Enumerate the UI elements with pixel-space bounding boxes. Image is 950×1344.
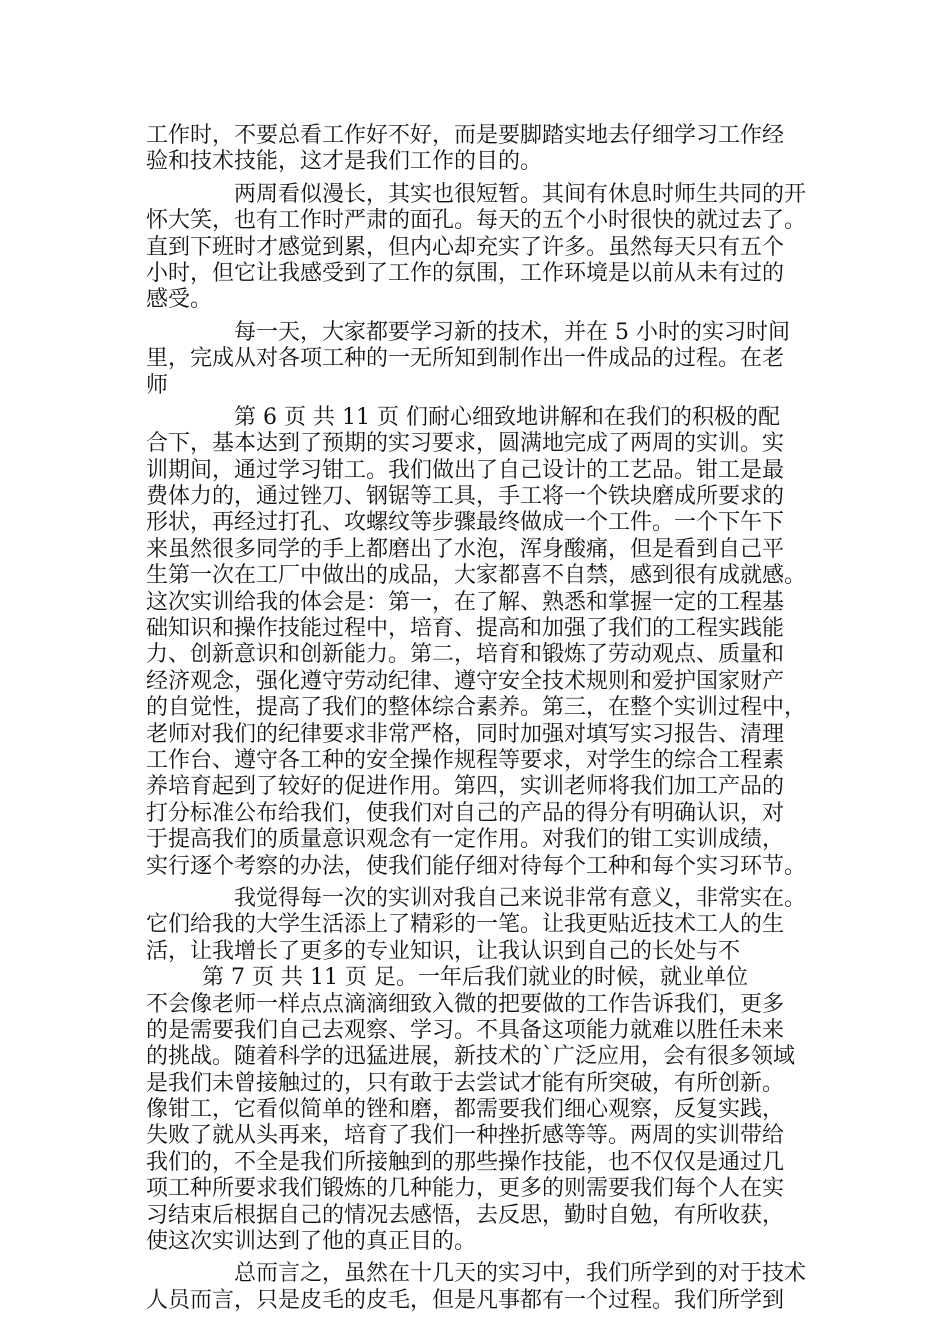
text-line: 小时，但它让我感受到了工作的氛围，工作环境是以前从未有过的 bbox=[146, 260, 785, 286]
text-line: 于提高我们的质量意识观念有一定作用。对我们的钳工实训成绩， bbox=[146, 827, 785, 853]
text-line: 工作时，不要总看工作好不好，而是要脚踏实地去仔细学习工作经 bbox=[146, 123, 785, 148]
text-line: 活，让我增长了更多的专业知识，让我认识到自己的长处与不 bbox=[146, 938, 741, 964]
text-line: 训期间，通过学习钳工。我们做出了自己设计的工艺品。钳工是最 bbox=[146, 457, 785, 483]
text-line: 打分标准公布给我们，使我们对自己的产品的得分有明确认识，对 bbox=[146, 800, 785, 826]
text-line: 项工种所要求我们锻炼的几种能力，更多的则需要我们每个人在实 bbox=[146, 1176, 785, 1202]
text-line: 使这次实训达到了他的真正目的。 bbox=[146, 1229, 477, 1255]
text-line: 失败了就从头再来，培育了我们一种挫折感等等。两周的实训带给 bbox=[146, 1123, 785, 1149]
text-line: 生第一次在工厂中做出的成品，大家都喜不自禁，感到很有成就感。 bbox=[146, 563, 806, 589]
page-marker-line: 第 6 页 共 11 页 们耐心细致地讲解和在我们的积极的配 bbox=[234, 404, 780, 430]
text-line: 师 bbox=[146, 372, 169, 398]
text-line: 里，完成从对各项工种的一无所知到制作出一件成品的过程。在老 bbox=[146, 346, 785, 372]
paragraph-start-line: 我觉得每一次的实训对我自己来说非常有意义，非常实在。 bbox=[234, 885, 806, 911]
text-line: 实行逐个考察的办法，使我们能仔细对待每个工种和每个实习环节。 bbox=[146, 853, 806, 879]
text-line: 来虽然很多同学的手上都磨出了水泡，浑身酸痛，但是看到自己平 bbox=[146, 536, 785, 562]
paragraph-start-line: 每一天，大家都要学习新的技术，并在 5 小时的实习时间 bbox=[234, 319, 790, 345]
page-marker-line: 第 7 页 共 11 页 足。一年后我们就业的时候，就业单位 bbox=[202, 965, 748, 991]
text-line: 合下，基本达到了预期的实习要求，圆满地完成了两周的实训。实 bbox=[146, 431, 785, 457]
text-line: 验和技术技能，这才是我们工作的目的。 bbox=[146, 149, 543, 175]
paragraph-start-line: 总而言之，虽然在十几天的实习中，我们所学到的对于技术 bbox=[234, 1261, 806, 1287]
text-line: 的是需要我们自己去观察、学习。不具备这项能力就难以胜任未来 bbox=[146, 1017, 785, 1043]
text-line: 养培育起到了较好的促进作用。第四，实训老师将我们加工产品的 bbox=[146, 774, 785, 800]
text-line: 我们的，不全是我们所接触到的那些操作技能，也不仅仅是通过几 bbox=[146, 1149, 785, 1175]
text-line: 像钳工，它看似简单的锉和磨，都需要我们细心观察，反复实践， bbox=[146, 1097, 785, 1123]
text-line: 的挑战。随着科学的迅猛进展，新技术的`广泛应用，会有很多领域 bbox=[146, 1044, 796, 1070]
text-line: 不会像老师一样点点滴滴细致入微的把要做的工作告诉我们，更多 bbox=[146, 991, 785, 1017]
text-line: 础知识和操作技能过程中，培育、提高和加强了我们的工程实践能 bbox=[146, 616, 785, 642]
text-line: 习结束后根据自己的情况去感悟，去反思，勤时自勉，有所收获， bbox=[146, 1202, 785, 1228]
paragraph-start-line: 两周看似漫长，其实也很短暂。其间有休息时师生共同的开 bbox=[234, 181, 806, 207]
text-line: 的自觉性，提高了我们的整体综合素养。第三，在整个实训过程中， bbox=[146, 695, 806, 721]
text-line: 老师对我们的纪律要求非常严格，同时加强对填写实习报告、清理 bbox=[146, 721, 785, 747]
text-line: 这次实训给我的体会是：第一，在了解、熟悉和掌握一定的工程基 bbox=[146, 589, 785, 615]
text-line: 经济观念，强化遵守劳动纪律、遵守安全技术规则和爱护国家财产 bbox=[146, 668, 785, 694]
text-line: 工作台、遵守各工种的安全操作规程等要求，对学生的综合工程素 bbox=[146, 747, 785, 773]
text-line: 直到下班时才感觉到累，但内心却充实了许多。虽然每天只有五个 bbox=[146, 234, 785, 260]
text-line: 人员而言，只是皮毛的皮毛，但是凡事都有一个过程。我们所学到 bbox=[146, 1287, 785, 1313]
text-line: 怀大笑，也有工作时严肃的面孔。每天的五个小时很快的就过去了。 bbox=[146, 208, 806, 234]
text-line: 形状，再经过打孔、攻螺纹等步骤最终做成一个工件。一个下午下 bbox=[146, 510, 785, 536]
text-line: 是我们未曾接触过的，只有敢于去尝试才能有所突破，有所创新。 bbox=[146, 1070, 785, 1096]
text-line: 它们给我的大学生活添上了精彩的一笔。让我更贴近技术工人的生 bbox=[146, 912, 785, 938]
text-line: 费体力的，通过锉刀、钢锯等工具，手工将一个铁块磨成所要求的 bbox=[146, 484, 785, 510]
text-line: 感受。 bbox=[146, 287, 213, 313]
text-line: 力、创新意识和创新能力。第二，培育和锻炼了劳动观点、质量和 bbox=[146, 642, 785, 668]
body-text bbox=[146, 123, 806, 1314]
